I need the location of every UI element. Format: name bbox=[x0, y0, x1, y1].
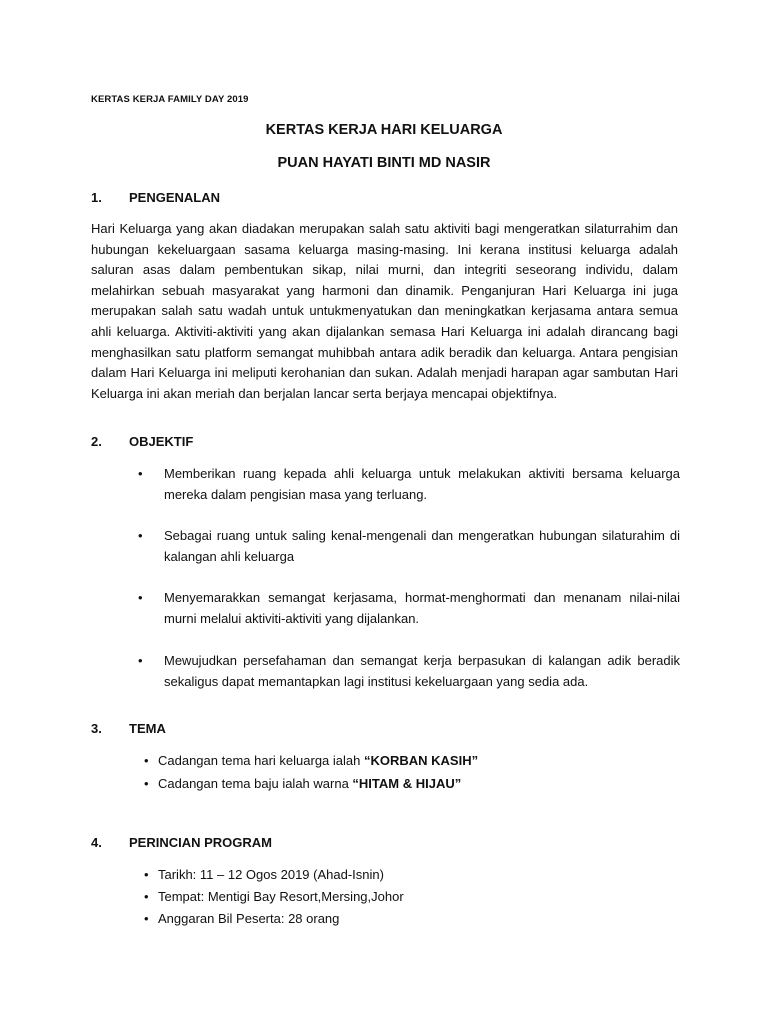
document-header-label: KERTAS KERJA FAMILY DAY 2019 bbox=[91, 94, 249, 105]
objektif-item bbox=[138, 588, 680, 629]
section-number: 3. bbox=[91, 721, 102, 736]
tema-item-value: “HITAM & HIJAU” bbox=[352, 776, 462, 791]
bullet-icon: • bbox=[144, 911, 149, 926]
objektif-item-text: Mewujudkan persefahaman dan semangat kerja berpasukan di kalangan adik beradik sekaligus dapat memantapkan lagi institusi kekeluargaan yang sedia ada. bbox=[164, 653, 680, 689]
perincian-item-text: Anggaran Bil Peserta: 28 orang bbox=[158, 911, 340, 926]
bullet-icon: • bbox=[138, 653, 143, 668]
objektif-item-text: Menyemarakkan semangat kerjasama, hormat-menghormati dan menanam nilai-nilai murni melalui aktiviti-aktiviti yang dijalankan. bbox=[164, 590, 680, 626]
bullet-icon: • bbox=[138, 466, 143, 481]
section-heading-objektif bbox=[91, 434, 193, 449]
tema-item-value: “KORBAN KASIH” bbox=[363, 753, 479, 768]
bullet-icon: • bbox=[144, 753, 149, 768]
section-heading-perincian bbox=[91, 835, 272, 850]
perincian-item bbox=[144, 865, 384, 885]
document-title: KERTAS KERJA HARI KELUARGA bbox=[265, 122, 503, 138]
section-number: 4. bbox=[91, 835, 102, 850]
perincian-item bbox=[144, 909, 339, 929]
objektif-item bbox=[138, 526, 680, 567]
perincian-item-text: Tarikh: 11 – 12 Ogos 2019 (Ahad-Isnin) bbox=[158, 867, 384, 882]
bullet-icon: • bbox=[144, 867, 149, 882]
section-title: TEMA bbox=[129, 721, 166, 736]
section-title: OBJEKTIF bbox=[129, 434, 194, 449]
objektif-item bbox=[138, 464, 680, 505]
section-title: PENGENALAN bbox=[129, 190, 221, 205]
section-heading-pengenalan bbox=[91, 190, 220, 205]
bullet-icon: • bbox=[144, 776, 149, 791]
section-number: 1. bbox=[91, 190, 102, 205]
tema-item-text: Cadangan tema baju ialah warna bbox=[158, 776, 353, 791]
objektif-item bbox=[138, 651, 680, 692]
section-title: PERINCIAN PROGRAM bbox=[129, 835, 273, 850]
perincian-item-text: Tempat: Mentigi Bay Resort,Mersing,Johor bbox=[158, 889, 404, 904]
perincian-item bbox=[144, 887, 404, 907]
bullet-icon: • bbox=[138, 528, 143, 543]
objektif-item-text: Memberikan ruang kepada ahli keluarga untuk melakukan aktiviti bersama keluarga mereka dalam pengisian masa yang terluang. bbox=[164, 466, 680, 502]
section-heading-tema bbox=[91, 721, 166, 736]
tema-item bbox=[144, 751, 478, 771]
objektif-item-text: Sebagai ruang untuk saling kenal-mengenali dan mengeratkan hubungan silaturahim di kalangan ahli keluarga bbox=[164, 528, 680, 564]
pengenalan-paragraph: Hari Keluarga yang akan diadakan merupakan salah satu aktiviti bagi mengeratkan silaturrahim dan hubungan kekeluargaan sasama keluarga masing-masing. Ini kerana institusi keluarga adalah saluran asas dalam pembentukan sikap, nilai murni, dan integriti seseorang individu, dalam melahirkan sebuah masyarakat yang harmoni dan dinamik. Penganjuran Hari Keluarga ini juga merupakan salah satu wadah untuk untukmenyatukan dan meningkatkan kerjasama antara semua ahli keluarga. Aktiviti-aktiviti yang akan dijalankan semasa Hari Keluarga ini adalah dirancang bagi menghasilkan satu platform semangat muhibbah antara adik beradik dan keluarga. Antara pengisian dalam Hari Keluarga ini meliputi kerohanian dan sukan. Adalah menjadi harapan agar sambutan Hari Keluarga ini akan meriah dan berjalan lancar serta berjaya mencapai objektifnya. bbox=[91, 221, 678, 401]
document-subtitle: PUAN HAYATI BINTI MD NASIR bbox=[277, 155, 491, 171]
tema-item bbox=[144, 774, 461, 794]
bullet-icon: • bbox=[138, 590, 143, 605]
bullet-icon: • bbox=[144, 889, 149, 904]
section-number: 2. bbox=[91, 434, 102, 449]
tema-item-text: Cadangan tema hari keluarga ialah bbox=[158, 753, 364, 768]
